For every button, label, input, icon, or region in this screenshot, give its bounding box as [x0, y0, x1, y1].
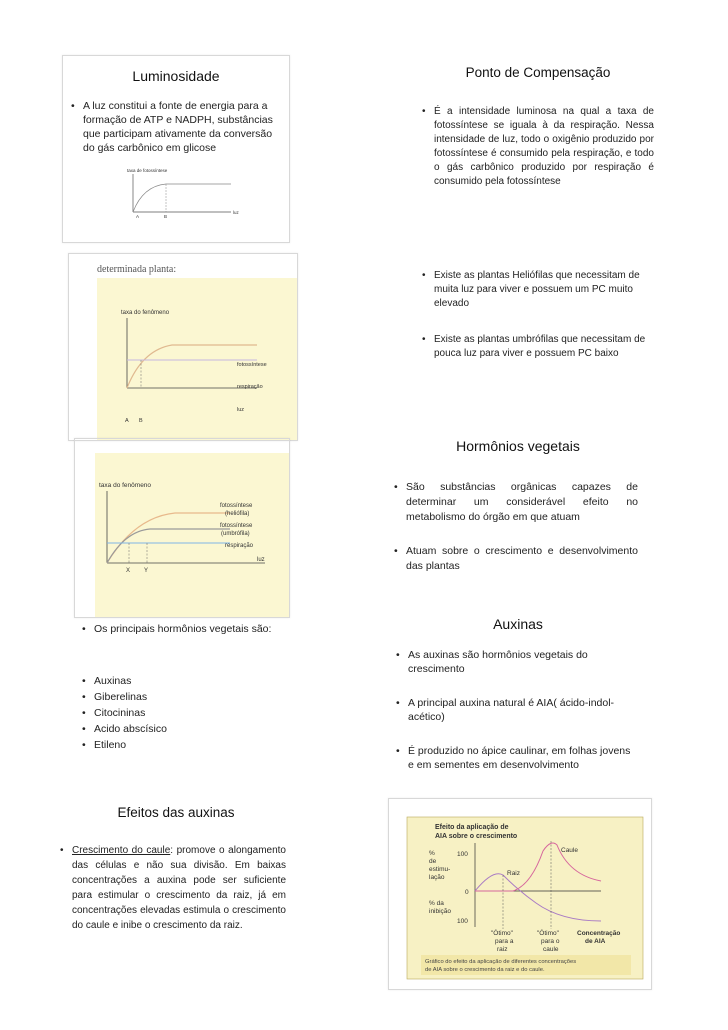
series-label: fotossíntese — [220, 503, 253, 509]
chart-title: AIA sobre o crescimento — [435, 833, 518, 840]
caption-fragment: determinada planta: — [97, 264, 177, 275]
bullet-dot: • — [394, 545, 398, 557]
bullet-item: • Existe as plantas umbrófilas que necessitam de pouca luz para viver e possuem PC baixo — [422, 334, 646, 359]
bullet-item: • É a intensidade luminosa na qual a taxa de fotossíntese se iguala à da respiração. Nessa intensidade de luz, todo o oxigênio produzido por fotossíntese é consumido pela respiração, e todo o gás carbônico produzido por respiração é consumido pela fotossíntese — [422, 106, 654, 187]
slide-title: Efeitos das auxinas — [117, 805, 235, 820]
slide-aia-chart — [388, 798, 652, 990]
svg-text:raiz: raiz — [497, 946, 508, 953]
chart-xlabel: luz — [237, 407, 245, 413]
tick-label: 0 — [465, 889, 469, 896]
bullet-item: • É produzido no ápice caulinar, em folhas jovens e em sementes em desenvolvimento — [396, 745, 631, 771]
point-b-label: B — [164, 214, 168, 219]
point-x-label: X — [126, 568, 131, 574]
bullet-dot: • — [396, 745, 400, 757]
svg-text:de: de — [429, 858, 437, 865]
bullet-item: • São substâncias orgânicas capazes de determinar um considerável efeito no metabolismo do órgão em que atuam — [394, 481, 638, 523]
tick-label: 100 — [457, 851, 468, 858]
tick-label: 100 — [457, 918, 468, 925]
series-label: respiração — [225, 543, 254, 549]
slide-helio-umbro-chart — [74, 438, 290, 618]
series-label: respiração — [237, 384, 263, 390]
series-label: (umbrófila) — [221, 531, 250, 537]
bullet-item: • Crescimento do caule: promove o alongamento das células e não sua divisão. Em baixas concentrações a auxina pode ser suficiente para estimular o crescimento da raiz, já em concentrações elevadas estimula o crescimento do caule e inibe o crescimento da raiz. — [60, 845, 286, 931]
slide-title: Auxinas — [493, 616, 543, 632]
bullet-dot: • — [82, 623, 86, 635]
bullet-dot: • — [396, 697, 400, 709]
list-item: • Auxinas — [82, 675, 132, 687]
photosynthesis-curve — [133, 184, 231, 212]
svg-text:lação: lação — [429, 874, 445, 881]
slide-plant-types — [408, 255, 668, 435]
slide-luminosidade — [62, 55, 290, 243]
list-item: • Giberelinas — [82, 691, 148, 703]
bullet-dot: • — [422, 334, 426, 345]
point-a-label: A — [136, 214, 140, 219]
chart-ylabel: taxa de fotossíntese — [127, 168, 168, 173]
chart-xlabel: luz — [233, 210, 239, 215]
chart-xlabel: luz — [257, 557, 265, 563]
list-item: • Etileno — [82, 739, 127, 751]
svg-text:% da: % da — [429, 900, 444, 907]
slide-auxinas — [388, 610, 648, 775]
chart-caption: Gráfico do efeito da aplicação de diferentes concentrações — [425, 959, 577, 965]
svg-text:"Ótimo": "Ótimo" — [537, 930, 559, 937]
svg-text:%: % — [429, 850, 435, 857]
svg-text:"Ótimo": "Ótimo" — [491, 930, 513, 937]
slide-ponto-compensacao — [408, 55, 668, 245]
photosynthesis-chart — [121, 164, 261, 243]
slide-title: Luminosidade — [132, 68, 220, 84]
point-a-label: A — [125, 418, 129, 424]
chart-xlabel: de AIA — [585, 938, 606, 945]
slide-hormonios — [388, 432, 648, 612]
aia-effect-chart — [401, 805, 649, 983]
bullet-item: • Existe as plantas Heliófilas que necessitam de muita luz para viver e possuem um PC muito elevado — [422, 270, 640, 309]
point-b-label: B — [139, 418, 143, 424]
list-item: • Citocininas — [82, 707, 146, 719]
helio-umbro-chart — [95, 453, 289, 617]
chart-ylabel: taxa do fenômeno — [99, 482, 152, 489]
umbrophile-curve — [107, 529, 230, 563]
slide-title: Hormônios vegetais — [456, 438, 580, 454]
chart-title: Efeito da aplicação de — [435, 824, 509, 831]
bullet-dot: • — [422, 106, 426, 117]
svg-text:inibição: inibição — [429, 908, 452, 915]
emphasized-term: Crescimento do caule — [72, 845, 171, 856]
intro-text: • Os principais hormônios vegetais são: — [82, 623, 272, 635]
slide-title: Ponto de Compensação — [465, 65, 611, 80]
chart-xlabel: Concentração — [577, 930, 621, 937]
bullet-dot: • — [71, 100, 75, 112]
series-label: (heliófila) — [225, 511, 250, 517]
bullet-dot: • — [396, 649, 400, 661]
slide-hormone-list — [70, 616, 310, 766]
bullet-dot: • — [394, 481, 398, 493]
bullet-item: • As auxinas são hormônios vegetais do crescimento — [396, 649, 588, 675]
bullet-item: • A principal auxina natural é AIA( ácido-indol-acético) — [396, 697, 615, 723]
heliophile-curve — [107, 513, 230, 563]
chart-caption: de AIA sobre o crescimento da raiz e do caule. — [425, 967, 545, 973]
series-label: fotossíntese — [220, 523, 253, 529]
series-label: fotossíntese — [237, 362, 267, 368]
series-label: Raiz — [507, 870, 521, 877]
point-y-label: Y — [144, 568, 149, 574]
slide-compensation-chart — [68, 253, 298, 441]
list-item: • Acido abscísico — [82, 723, 167, 735]
compensation-chart — [97, 278, 297, 440]
bullet-dot: • — [422, 270, 426, 281]
svg-text:estimu-: estimu- — [429, 866, 451, 873]
bullet-dot: • — [60, 845, 64, 856]
svg-text:para a: para a — [495, 938, 514, 945]
slide-efeitos-auxinas — [60, 795, 292, 955]
svg-text:para o: para o — [541, 938, 560, 945]
svg-text:caule: caule — [543, 946, 559, 953]
bullet-item: • A luz constitui a fonte de energia para a formação de ATP e NADPH, substâncias que participam ativamente da conversão do gás carbônico em glicose — [71, 100, 273, 154]
chart-ylabel: taxa do fenômeno — [121, 310, 170, 316]
bullet-item: • Atuam sobre o crescimento e desenvolvimento das plantas — [394, 545, 638, 572]
series-label: Caule — [561, 847, 578, 854]
